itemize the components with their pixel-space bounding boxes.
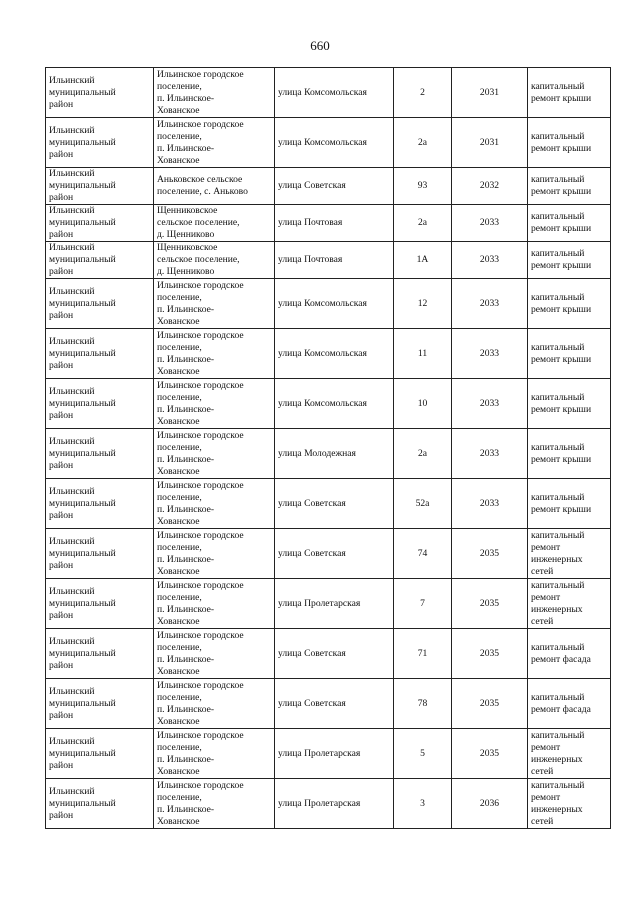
cell-settlement (154, 168, 275, 205)
cell-work-type (528, 168, 611, 205)
cell-work-type (528, 242, 611, 279)
cell-house-number-text: 2 (420, 86, 425, 98)
cell-settlement-text: Аньковское сельское поселение, с. Аньково (157, 174, 248, 197)
cell-year-text: 2031 (479, 86, 500, 98)
cell-work-type-text: капитальный ремонт крыши (531, 174, 592, 197)
cell-house-number (394, 429, 452, 479)
cell-district-text: Ильинский муниципальный район (49, 635, 116, 671)
cell-house-number-text: 2а (417, 217, 428, 228)
cell-settlement-text: Ильинское городское поселение, п. Ильинское- Хованское (157, 379, 244, 427)
cell-house-number-text: 7 (420, 597, 425, 609)
cell-district-text: Ильинский муниципальный район (49, 74, 116, 110)
cell-street (275, 729, 394, 779)
cell-year (452, 279, 528, 329)
cell-district-text: Ильинский муниципальный район (49, 485, 116, 521)
cell-street-text: улица Комсомольская (278, 347, 367, 359)
cell-house-number-text: 78 (417, 697, 428, 709)
cell-street-text: улица Советская (278, 497, 346, 509)
cell-district-text: Ильинский муниципальный район (49, 124, 116, 160)
table-row (46, 779, 611, 829)
cell-house-number-text: 12 (417, 297, 428, 309)
cell-district (46, 529, 154, 579)
cell-settlement-text: Щенниковское сельское поселение, д. Щенниково (157, 242, 240, 277)
cell-district (46, 729, 154, 779)
cell-year-text: 2033 (479, 347, 500, 359)
cell-house-number-text: 2а (417, 447, 428, 459)
cell-work-type-text: капитальный ремонт крыши (531, 211, 592, 234)
cell-year (452, 429, 528, 479)
cell-district-text: Ильинский муниципальный район (49, 535, 116, 571)
cell-house-number-text: 1А (416, 254, 429, 265)
cell-settlement (154, 68, 275, 118)
cell-work-type-text: капитальный ремонт фасада (531, 691, 591, 715)
cell-year-text: 2033 (479, 447, 500, 459)
cell-settlement (154, 779, 275, 829)
cell-year-text: 2035 (479, 747, 500, 759)
cell-settlement (154, 279, 275, 329)
cell-settlement-text: Ильинское городское поселение, п. Ильинское- Хованское (157, 629, 244, 677)
cell-work-type (528, 279, 611, 329)
cell-district-text: Ильинский муниципальный район (49, 435, 116, 471)
cell-district-text: Ильинский муниципальный район (49, 735, 116, 771)
cell-house-number (394, 68, 452, 118)
cell-year (452, 679, 528, 729)
cell-settlement (154, 329, 275, 379)
cell-street-text: улица Пролетарская (278, 597, 361, 609)
repair-schedule-table (45, 67, 611, 829)
cell-year-text: 2033 (479, 297, 500, 309)
cell-street (275, 429, 394, 479)
cell-year (452, 629, 528, 679)
cell-district (46, 679, 154, 729)
cell-house-number (394, 168, 452, 205)
cell-district (46, 429, 154, 479)
table-row (46, 68, 611, 118)
page-number: 660 (310, 38, 330, 53)
cell-work-type-text: капитальный ремонт крыши (531, 391, 592, 415)
cell-street-text: улица Комсомольская (278, 86, 367, 98)
cell-district-text: Ильинский муниципальный район (49, 205, 116, 240)
cell-street (275, 168, 394, 205)
table-row (46, 479, 611, 529)
cell-settlement-text: Ильинское городское поселение, п. Ильинское- Хованское (157, 729, 244, 777)
cell-year (452, 529, 528, 579)
cell-street (275, 379, 394, 429)
cell-district (46, 779, 154, 829)
cell-house-number (394, 479, 452, 529)
cell-settlement (154, 629, 275, 679)
cell-district (46, 205, 154, 242)
cell-year (452, 242, 528, 279)
cell-street (275, 779, 394, 829)
cell-work-type (528, 379, 611, 429)
cell-street (275, 629, 394, 679)
cell-year-text: 2033 (479, 254, 500, 265)
cell-street (275, 329, 394, 379)
cell-street-text: улица Комсомольская (278, 297, 367, 309)
cell-year (452, 379, 528, 429)
cell-work-type-text: капитальный ремонт инженерных сетей (531, 579, 585, 627)
cell-settlement-text: Ильинское городское поселение, п. Ильинское- Хованское (157, 68, 244, 116)
cell-work-type (528, 205, 611, 242)
cell-street (275, 68, 394, 118)
cell-year (452, 68, 528, 118)
cell-street (275, 242, 394, 279)
table-row (46, 729, 611, 779)
cell-settlement-text: Ильинское городское поселение, п. Ильинское- Хованское (157, 779, 244, 827)
cell-district (46, 279, 154, 329)
cell-house-number (394, 205, 452, 242)
cell-work-type (528, 429, 611, 479)
cell-year-text: 2033 (479, 397, 500, 409)
cell-district (46, 242, 154, 279)
cell-year (452, 329, 528, 379)
cell-house-number-text: 11 (417, 347, 428, 359)
cell-street-text: улица Почтовая (278, 254, 343, 265)
cell-settlement (154, 729, 275, 779)
cell-settlement (154, 379, 275, 429)
cell-year-text: 2031 (479, 136, 500, 148)
cell-settlement-text: Ильинское городское поселение, п. Ильинское- Хованское (157, 579, 244, 627)
cell-work-type-text: капитальный ремонт инженерных сетей (531, 529, 585, 577)
cell-settlement-text: Ильинское городское поселение, п. Ильинское- Хованское (157, 329, 244, 377)
cell-street-text: улица Молодежная (278, 447, 356, 459)
cell-work-type (528, 629, 611, 679)
table-row (46, 579, 611, 629)
cell-settlement-text: Ильинское городское поселение, п. Ильинское- Хованское (157, 529, 244, 577)
cell-year-text: 2035 (479, 697, 500, 709)
cell-street (275, 205, 394, 242)
cell-work-type (528, 479, 611, 529)
cell-house-number (394, 242, 452, 279)
table-row (46, 279, 611, 329)
cell-house-number (394, 529, 452, 579)
cell-house-number (394, 679, 452, 729)
cell-year (452, 479, 528, 529)
table-row (46, 242, 611, 279)
table-row (46, 205, 611, 242)
table-body (46, 68, 611, 829)
cell-work-type-text: капитальный ремонт крыши (531, 341, 592, 365)
cell-year (452, 205, 528, 242)
cell-settlement (154, 679, 275, 729)
cell-work-type (528, 679, 611, 729)
cell-house-number (394, 779, 452, 829)
cell-street-text: улица Советская (278, 180, 346, 191)
cell-district-text: Ильинский муниципальный район (49, 785, 116, 821)
cell-district-text: Ильинский муниципальный район (49, 168, 116, 203)
cell-street-text: улица Комсомольская (278, 136, 367, 148)
cell-street (275, 529, 394, 579)
cell-house-number (394, 579, 452, 629)
cell-year-text: 2033 (479, 217, 500, 228)
cell-street-text: улица Пролетарская (278, 797, 361, 809)
cell-district (46, 629, 154, 679)
cell-street (275, 279, 394, 329)
table-row (46, 429, 611, 479)
cell-district-text: Ильинский муниципальный район (49, 285, 116, 321)
cell-street (275, 479, 394, 529)
cell-district-text: Ильинский муниципальный район (49, 242, 116, 277)
cell-work-type (528, 779, 611, 829)
cell-house-number-text: 74 (417, 547, 428, 559)
cell-district-text: Ильинский муниципальный район (49, 585, 116, 621)
cell-settlement-text: Ильинское городское поселение, п. Ильинское- Хованское (157, 429, 244, 477)
cell-year-text: 2035 (479, 547, 500, 559)
table-row (46, 329, 611, 379)
cell-street-text: улица Комсомольская (278, 397, 367, 409)
cell-work-type-text: капитальный ремонт фасада (531, 641, 591, 665)
cell-year-text: 2032 (479, 180, 500, 191)
cell-house-number-text: 2а (417, 136, 428, 148)
cell-year-text: 2035 (479, 647, 500, 659)
cell-district (46, 579, 154, 629)
cell-work-type-text: капитальный ремонт крыши (531, 248, 592, 271)
cell-house-number-text: 71 (417, 647, 428, 659)
cell-work-type (528, 579, 611, 629)
cell-district (46, 118, 154, 168)
cell-house-number-text: 3 (420, 797, 425, 809)
cell-year (452, 118, 528, 168)
table-row (46, 379, 611, 429)
cell-settlement (154, 479, 275, 529)
table-row (46, 529, 611, 579)
cell-settlement (154, 242, 275, 279)
cell-work-type-text: капитальный ремонт крыши (531, 291, 592, 315)
cell-work-type (528, 729, 611, 779)
table-row (46, 679, 611, 729)
cell-house-number (394, 279, 452, 329)
table-row (46, 168, 611, 205)
cell-work-type-text: капитальный ремонт крыши (531, 491, 592, 515)
cell-district (46, 68, 154, 118)
cell-year (452, 779, 528, 829)
cell-settlement (154, 579, 275, 629)
cell-settlement-text: Ильинское городское поселение, п. Ильинское- Хованское (157, 118, 244, 166)
cell-year (452, 168, 528, 205)
cell-year-text: 2033 (479, 497, 500, 509)
cell-work-type (528, 529, 611, 579)
cell-street-text: улица Советская (278, 547, 346, 559)
cell-settlement (154, 529, 275, 579)
cell-year-text: 2035 (479, 597, 500, 609)
cell-street-text: улица Советская (278, 647, 346, 659)
cell-settlement-text: Ильинское городское поселение, п. Ильинское- Хованское (157, 279, 244, 327)
cell-street (275, 118, 394, 168)
cell-street (275, 579, 394, 629)
cell-settlement (154, 429, 275, 479)
cell-district-text: Ильинский муниципальный район (49, 385, 116, 421)
cell-street-text: улица Почтовая (278, 217, 343, 228)
table-row (46, 118, 611, 168)
cell-street (275, 679, 394, 729)
cell-house-number (394, 118, 452, 168)
cell-work-type (528, 329, 611, 379)
cell-settlement-text: Ильинское городское поселение, п. Ильинское- Хованское (157, 679, 244, 727)
cell-house-number (394, 379, 452, 429)
cell-settlement (154, 118, 275, 168)
cell-work-type-text: капитальный ремонт инженерных сетей (531, 729, 585, 777)
cell-house-number-text: 93 (417, 180, 428, 191)
cell-district (46, 379, 154, 429)
cell-house-number-text: 5 (420, 747, 425, 759)
cell-district (46, 329, 154, 379)
cell-district (46, 479, 154, 529)
cell-house-number (394, 329, 452, 379)
cell-work-type (528, 118, 611, 168)
cell-house-number-text: 52а (415, 497, 430, 509)
cell-district-text: Ильинский муниципальный район (49, 685, 116, 721)
cell-work-type-text: капитальный ремонт инженерных сетей (531, 779, 585, 827)
cell-district-text: Ильинский муниципальный район (49, 335, 116, 371)
cell-settlement-text: Ильинское городское поселение, п. Ильинское- Хованское (157, 479, 244, 527)
cell-work-type-text: капитальный ремонт крыши (531, 80, 592, 104)
cell-year-text: 2036 (479, 797, 500, 809)
cell-work-type (528, 68, 611, 118)
cell-district (46, 168, 154, 205)
cell-house-number (394, 629, 452, 679)
cell-settlement-text: Щенниковское сельское поселение, д. Щенниково (157, 205, 240, 240)
cell-work-type-text: капитальный ремонт крыши (531, 441, 592, 465)
cell-street-text: улица Пролетарская (278, 747, 361, 759)
cell-house-number-text: 10 (417, 397, 428, 409)
table-row (46, 629, 611, 679)
cell-street-text: улица Советская (278, 697, 346, 709)
cell-year (452, 579, 528, 629)
cell-work-type-text: капитальный ремонт крыши (531, 130, 592, 154)
cell-house-number (394, 729, 452, 779)
cell-year (452, 729, 528, 779)
cell-settlement (154, 205, 275, 242)
